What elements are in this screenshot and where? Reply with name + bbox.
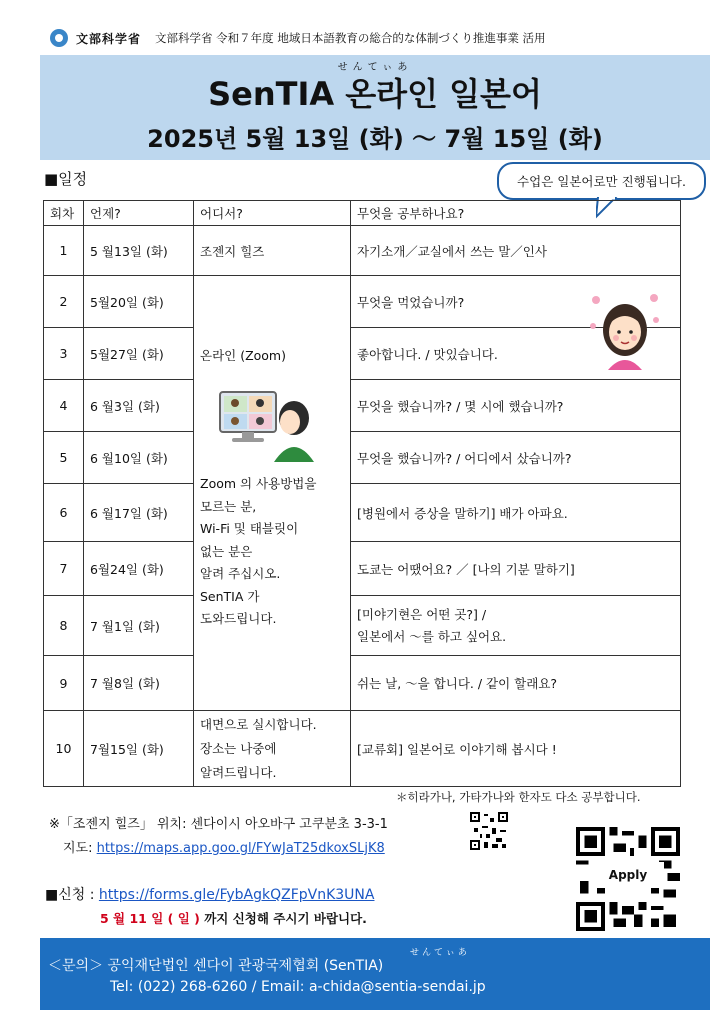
session-topic: 쉬는 날, ～을 합니다. / 같이 할래요? (351, 656, 681, 711)
apply-line (45, 884, 374, 904)
language-note-text: 수업은 일본어로만 진행됩니다. (517, 174, 686, 189)
deadline-rest: 까지 신청해 주시기 바랍니다. (199, 911, 367, 926)
map-qr-code-icon (470, 812, 508, 850)
table-row (44, 656, 681, 711)
header-when: 언제? (84, 201, 194, 226)
help-line: Zoom 의 사용방법을 (200, 476, 317, 491)
place-line: 장소는 나중에 (200, 740, 277, 756)
deadline-text (100, 909, 367, 927)
location-text: ※「조젠지 힐즈」 위치: 센다이시 아오바구 고쿠분초 3-3-1 (49, 817, 388, 832)
apply-link[interactable]: https://forms.gle/FybAgkQZFpVnK3UNA (98, 887, 375, 903)
table-row (44, 226, 681, 276)
course-dates: 2025년 5월 13일 (화) ～ 7월 15일 (화) (147, 125, 603, 153)
session-topic: 도쿄는 어땠어요? ／ [나의 기분 말하기] (351, 542, 681, 596)
session-topic: 자기소개／교실에서 쓰는 말／인사 (351, 226, 681, 276)
online-place-label: 온라인 (Zoom) (200, 348, 286, 363)
session-date: 6 월3일 (화) (84, 380, 194, 432)
topic-line: 일본에서 ～를 하고 싶어요. (357, 628, 507, 644)
session-number: 8 (44, 596, 84, 656)
session-topic: 무엇을 먹었습니까? (351, 276, 681, 328)
deadline-date: 5 월 11 일 ( 일 ) (100, 911, 200, 926)
session-number: 3 (44, 328, 84, 380)
session-number: 9 (44, 656, 84, 711)
session-number: 5 (44, 432, 84, 484)
qr-apply-label: Apply (592, 862, 664, 888)
contact-footer (40, 938, 710, 1010)
header-session: 회차 (44, 201, 84, 226)
session-number: 1 (44, 226, 84, 276)
online-help-text (200, 473, 316, 631)
session-topic: 무엇을 했습니까? / 몇 시에 했습니까? (351, 380, 681, 432)
help-line: 모르는 분, (200, 498, 257, 514)
table-row (44, 711, 681, 787)
girl-illustration-icon (588, 290, 662, 370)
table-row (44, 542, 681, 596)
help-line: Wi-Fi 및 태블릿이 (200, 521, 299, 536)
session-date: 5월20일 (화) (84, 276, 194, 328)
session-topic (351, 596, 681, 656)
session-topic: 좋아합니다. / 맛있습니다. (351, 328, 681, 380)
session-number: 2 (44, 276, 84, 328)
ministry-logo-icon (50, 29, 68, 47)
session-date: 6 월10일 (화) (84, 432, 194, 484)
map-line (63, 837, 385, 856)
session-date: 6 월17일 (화) (84, 484, 194, 542)
session-number: 10 (44, 711, 84, 787)
contact-details: Tel: (022) 268-6260 / Email: a-chida@sentia-sendai.jp (110, 979, 486, 995)
title-ruby: せんてぃあ (337, 62, 413, 73)
apply-label: ■신청 : (45, 887, 99, 903)
online-meeting-illustration-icon (218, 390, 314, 462)
project-banner-text: 文部科学省 令和７年度 地域日本語教育の総合的な体制づくり推進事業 活用 (155, 31, 546, 45)
session-date: 7 월8일 (화) (84, 656, 194, 711)
contact-org: ＜문의＞ 공익재단법인 센다이 관광국제협회 (SenTIA) (48, 958, 384, 974)
language-note-bubble (497, 162, 706, 200)
table-row (44, 432, 681, 484)
schedule-label: ■일정 (44, 170, 88, 188)
table-row (44, 328, 681, 380)
table-row (44, 380, 681, 432)
footer-ruby: せんてぃあ (410, 948, 470, 958)
place-line: 알려드립니다. (200, 764, 277, 780)
footnote: ＊히라가나, 가타가나와 한자도 다소 공부합니다. (396, 790, 641, 804)
session-place: 조젠지 힐즈 (194, 226, 351, 276)
session-date: 6월24일 (화) (84, 542, 194, 596)
session-topic: [병원에서 증상을 말하기] 배가 아파요. (351, 484, 681, 542)
table-row (44, 596, 681, 656)
header-where: 어디서? (194, 201, 351, 226)
header-topic: 무엇을 공부하나요? (351, 201, 681, 226)
topic-line: [미야기현은 어떤 곳?] / (357, 606, 487, 622)
session-date: 5월27일 (화) (84, 328, 194, 380)
session-place-last (194, 711, 351, 787)
help-line: 없는 분은 (200, 543, 253, 559)
header-banner (50, 27, 545, 49)
online-place-cell (194, 276, 351, 711)
help-line: 도와드립니다. (200, 611, 277, 626)
help-line: SenTIA 가 (200, 588, 260, 604)
table-row (44, 276, 681, 328)
title-band (40, 55, 710, 160)
session-date: 7월15일 (화) (84, 711, 194, 787)
session-number: 6 (44, 484, 84, 542)
session-topic: 무엇을 했습니까? / 어디에서 샀습니까? (351, 432, 681, 484)
schedule-table (43, 200, 681, 787)
help-line: 알려 주십시오. (200, 566, 281, 581)
ministry-logo-text: 文部科学省 (76, 31, 142, 46)
map-label: 지도: (63, 841, 97, 856)
session-number: 4 (44, 380, 84, 432)
table-row (44, 484, 681, 542)
map-link[interactable]: https://maps.app.goo.gl/FYwJaT25dkoxSLjK8 (96, 841, 385, 856)
table-header-row (44, 201, 681, 226)
place-line: 대면으로 실시합니다. (200, 716, 317, 732)
session-date: 7 월1일 (화) (84, 596, 194, 656)
session-topic: [교류회] 일본어로 이야기해 봅시다 ! (351, 711, 681, 787)
session-date: 5 월13일 (화) (84, 226, 194, 276)
session-number: 7 (44, 542, 84, 596)
page-title: SenTIA 온라인 일본어 (208, 75, 542, 113)
